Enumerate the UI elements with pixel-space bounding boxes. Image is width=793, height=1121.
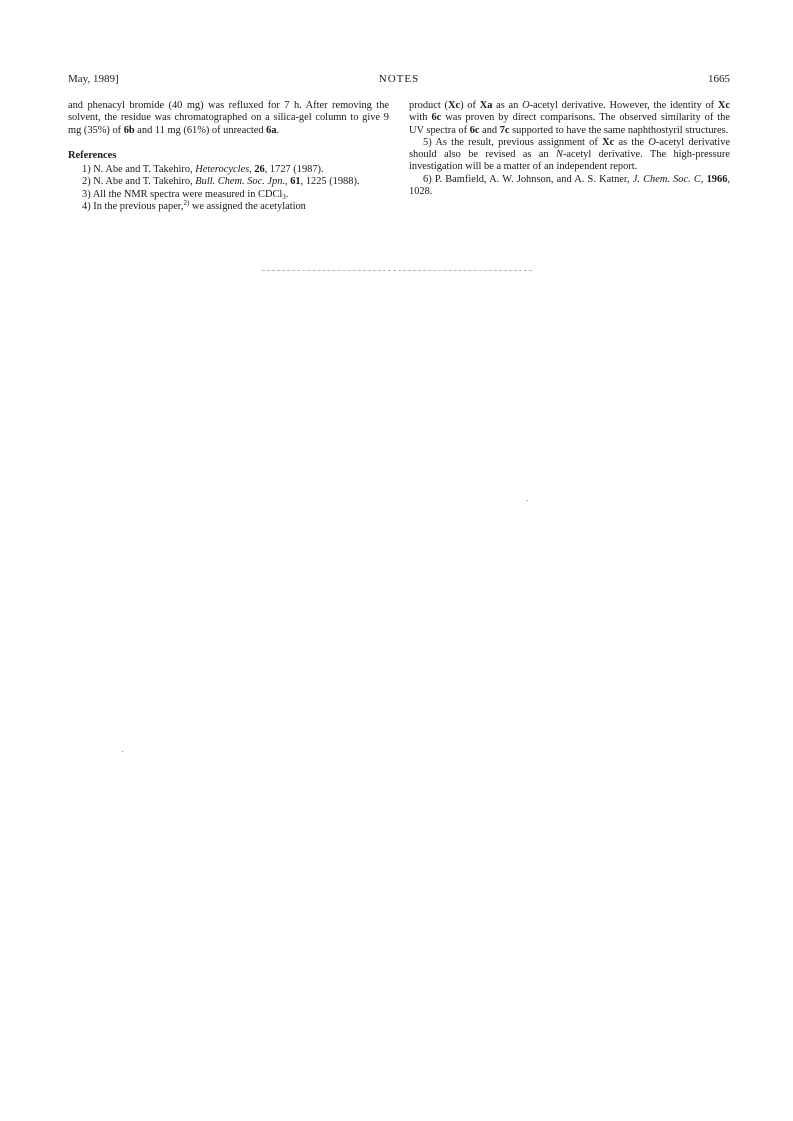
reference-item-3: 3) All the NMR spectra were measured in CDCl$_3$.: [82, 188, 289, 201]
scan-speck: [527, 500, 528, 501]
reference-item-4: 4) In the previous paper,$^{2)}$ we assigned the acetylation: [82, 199, 306, 213]
reference-number: 3): [82, 188, 91, 200]
right-column: [409, 100, 730, 198]
end-of-article-rule: [262, 270, 532, 271]
running-header: [68, 73, 730, 87]
page-number: 1665: [708, 73, 730, 85]
volume: 26: [254, 164, 265, 176]
reference-item-1: 1) N. Abe and T. Takehiro, Heterocycles, 26, 1727 (1987).: [82, 164, 324, 176]
year: 1966: [706, 173, 728, 185]
compound-label: 6b: [123, 124, 135, 136]
reference-item-2: 2) N. Abe and T. Takehiro, Bull. Chem. Soc. Jpn., 61, 1225 (1988).: [82, 176, 360, 188]
journal-name: J. Chem. Soc. C: [632, 173, 701, 185]
journal-name: Heterocycles: [195, 164, 250, 176]
reference-item-5: 5) As the result, previous assignment of Xc as the O-acetyl derivative should also be revised as an N-acetyl derivative. The high-pressure investigation will be a matter of an independent report.: [409, 136, 730, 173]
reference-item-6: 6) P. Bamfield, A. W. Johnson, and A. S. Katner, J. Chem. Soc. C, 1966, 1028.: [409, 173, 730, 198]
journal-name: Bull. Chem. Soc. Jpn.: [195, 176, 286, 188]
citation-superscript: 2): [183, 199, 190, 208]
reference-number: 4): [82, 201, 91, 213]
header-date: May, 1989]: [68, 73, 119, 85]
compound-label: 7c: [499, 124, 510, 136]
compound-label: 6c: [469, 124, 480, 136]
left-column: [68, 100, 389, 213]
scan-speck: [122, 751, 123, 752]
references-heading: References: [68, 149, 117, 161]
compound-label: Xc: [447, 100, 461, 111]
compound-label: Xa: [479, 100, 493, 111]
experimental-paragraph: and phenacyl bromide (40 mg) was refluxed for 7 h. After removing the solvent, the residue was chromatographed on a silica-gel column to give 9 mg (35%) of 6b and 11 mg (61%) of unreacted 6a.: [68, 100, 389, 136]
volume: 61: [290, 176, 301, 188]
header-section-title: NOTES: [378, 73, 420, 85]
reference-number: 1): [82, 164, 91, 176]
reference-number: 2): [82, 176, 91, 188]
compound-label: Xc: [717, 100, 730, 111]
compound-label: 6c: [431, 112, 442, 124]
compound-label: Xc: [602, 136, 615, 148]
reference-number: 6): [423, 173, 432, 185]
reference-number: 5): [423, 136, 432, 148]
reference-item-4-continued: product (Xc) of Xa as an O-acetyl derivative. However, the identity of Xc with 6c was proven by direct comparisons. The observed similarity of the UV spectra of 6c and 7c supported to have the same naphthostyril structures.: [409, 100, 730, 136]
compound-label: 6a: [266, 124, 277, 136]
